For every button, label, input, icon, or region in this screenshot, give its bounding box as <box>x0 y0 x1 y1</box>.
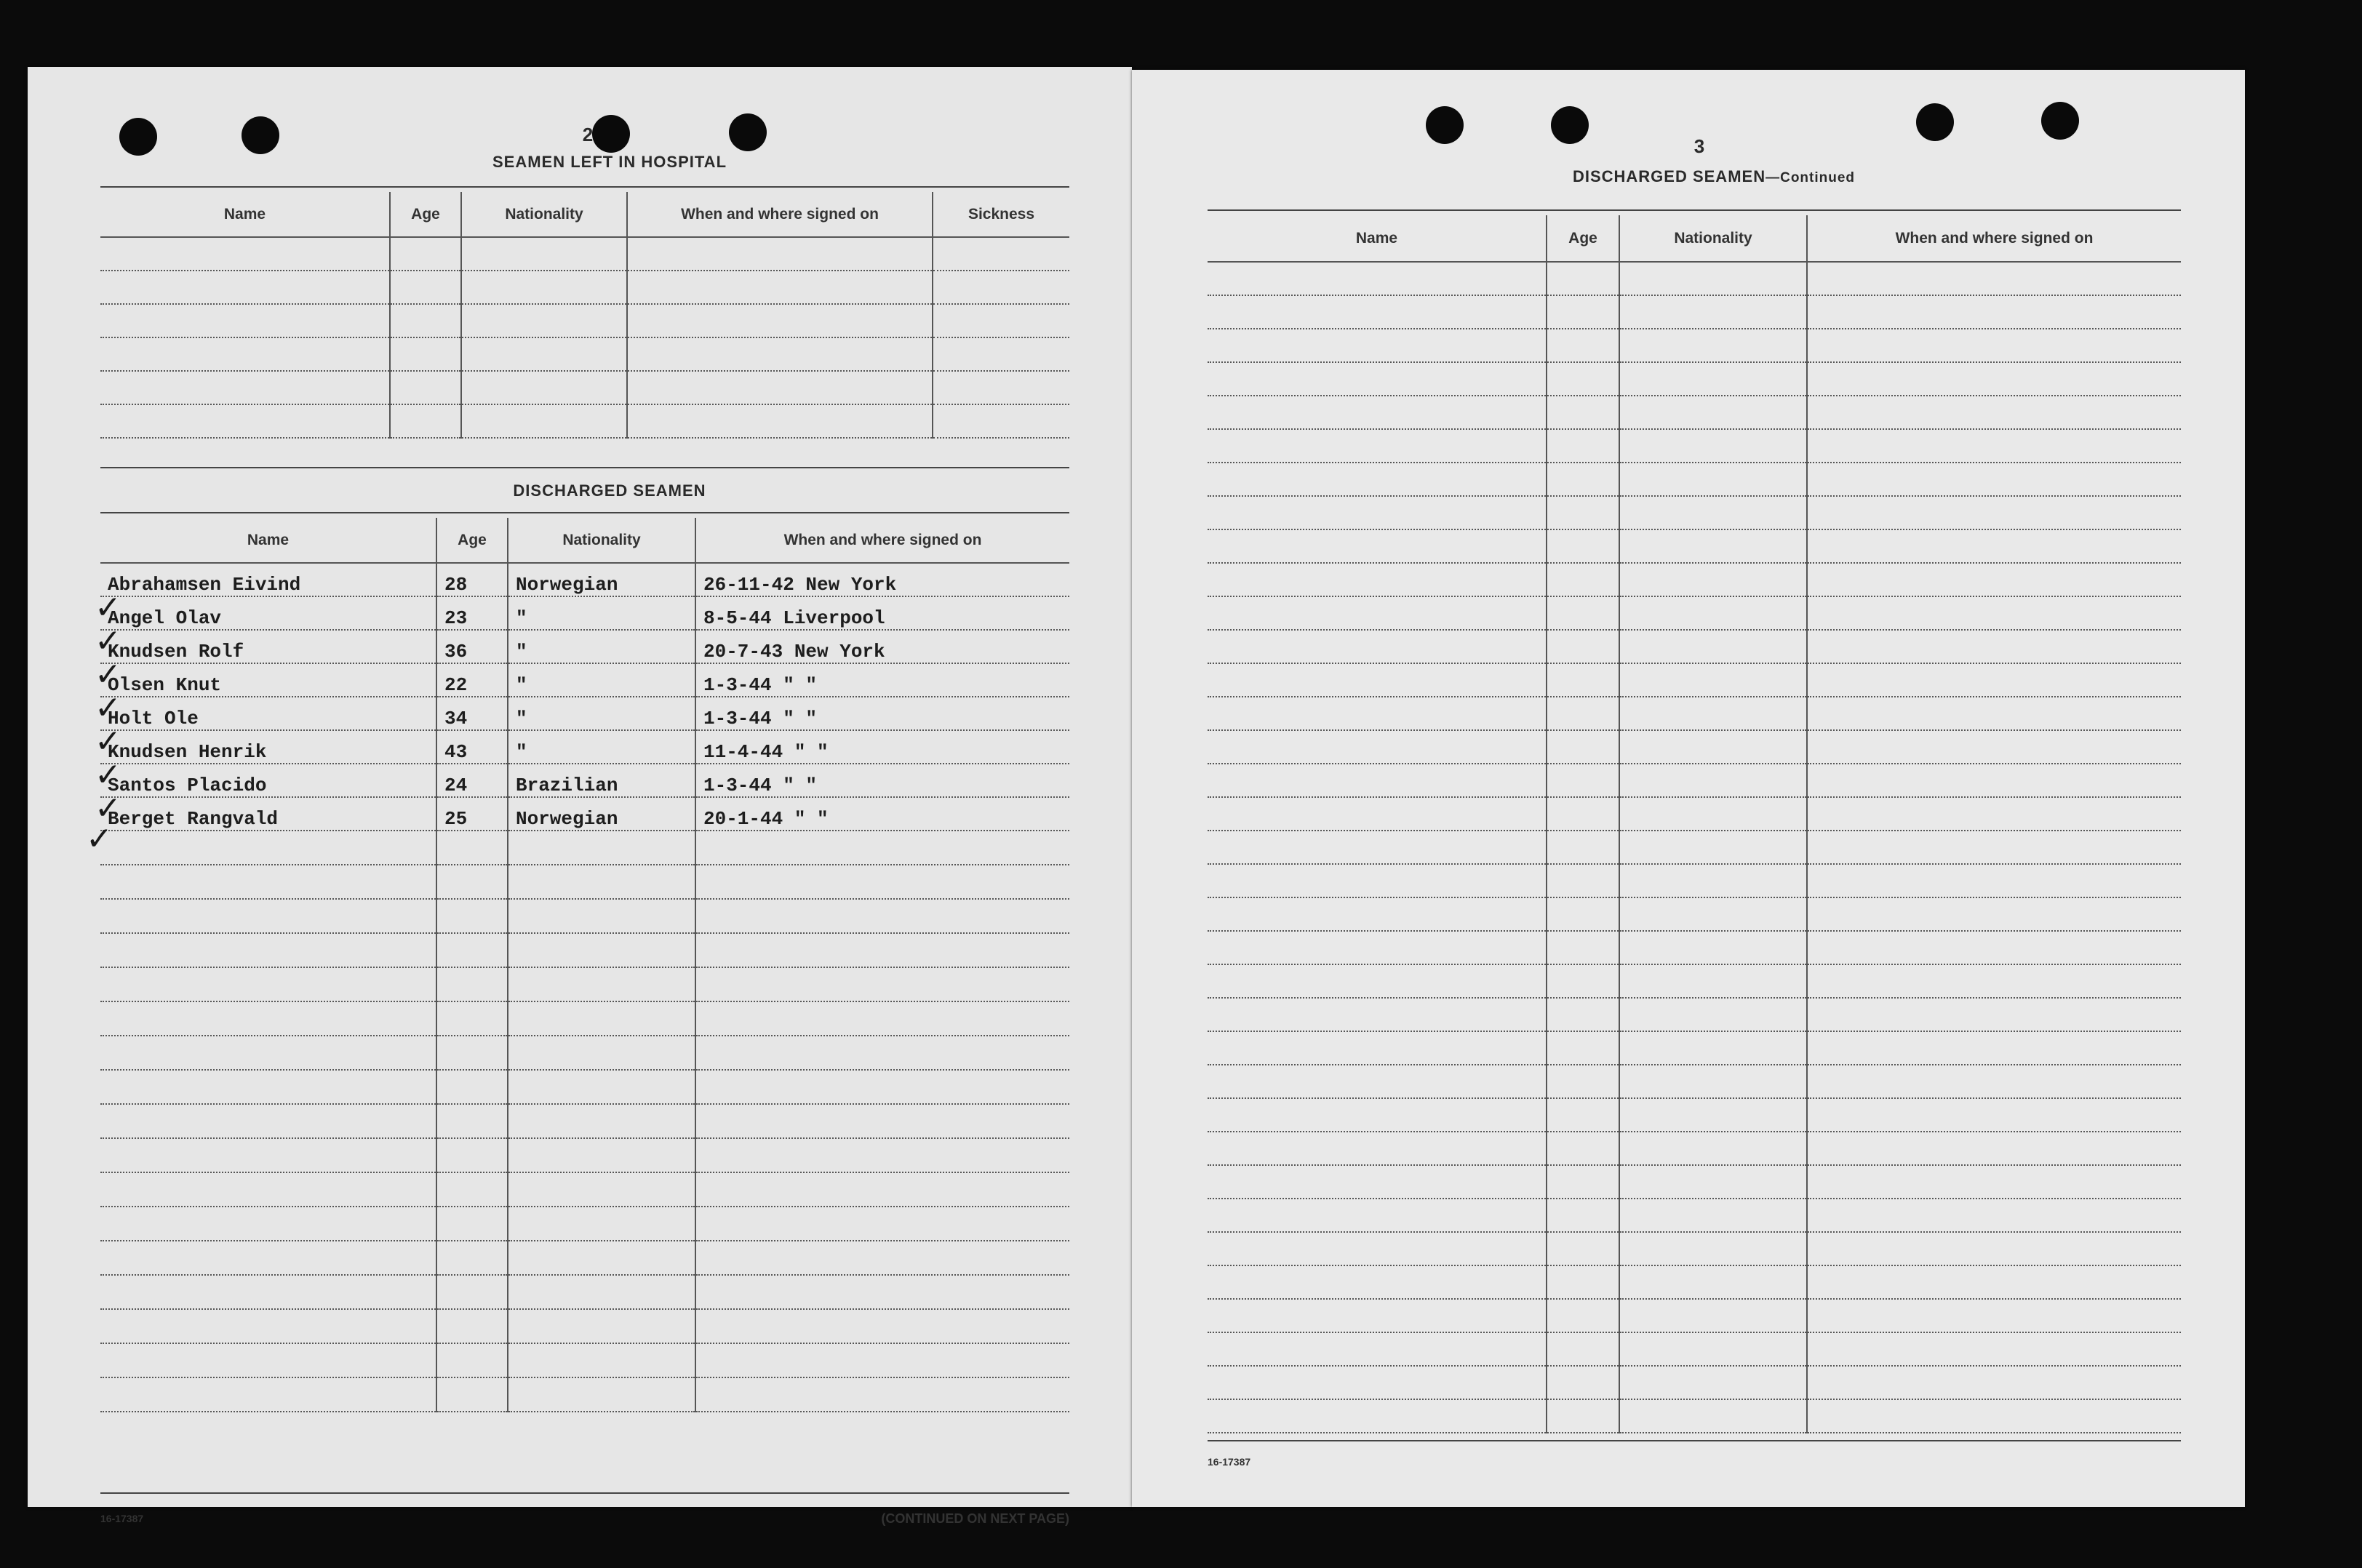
table-row <box>100 337 1069 371</box>
seaman-nationality: " <box>508 697 695 730</box>
page-number: 3 <box>1693 135 1705 157</box>
seaman-name: Abrahamsen Eivind <box>100 563 436 596</box>
table-row <box>1208 329 2181 362</box>
table-row <box>1208 463 2181 496</box>
column-header-name: Name <box>100 518 436 563</box>
table-row <box>1208 262 2181 295</box>
footer-rule <box>100 1492 1069 1494</box>
seaman-age: 23 <box>436 596 508 630</box>
table-row <box>1208 897 2181 931</box>
seaman-nationality: " <box>508 596 695 630</box>
table-row <box>1208 797 2181 831</box>
discharged-section-title: DISCHARGED SEAMEN <box>513 481 706 500</box>
table-row <box>1208 630 2181 663</box>
table-row <box>100 1036 1069 1070</box>
punch-hole <box>729 113 767 151</box>
punch-hole <box>2041 102 2079 140</box>
seaman-signed-on: 1-3-44 " " <box>695 663 1069 697</box>
discharged-continued-title <box>1423 167 2005 186</box>
check-mark-icon: ✓ <box>95 656 121 693</box>
check-mark-icon: ✓ <box>95 790 121 827</box>
column-header-age: Age <box>390 192 461 237</box>
seaman-nationality: Norwegian <box>508 563 695 596</box>
column-header-nationality: Nationality <box>461 192 627 237</box>
table-row <box>100 1241 1069 1275</box>
table-row <box>100 1343 1069 1377</box>
title-suffix: —Continued <box>1765 170 1856 185</box>
table-row <box>100 1138 1069 1172</box>
table-row <box>1208 764 2181 797</box>
table-row <box>1208 1299 2181 1332</box>
table-row <box>1208 998 2181 1031</box>
table-row <box>100 967 1069 1001</box>
discharged-table <box>100 518 1069 1412</box>
seaman-nationality: " <box>508 663 695 697</box>
table-row <box>100 663 1069 697</box>
seaman-age: 24 <box>436 764 508 797</box>
table-row <box>1208 1366 2181 1399</box>
table-row <box>100 730 1069 764</box>
table-row <box>1208 1065 2181 1098</box>
seaman-name: Olsen Knut <box>100 663 436 697</box>
table-row <box>100 831 1069 865</box>
check-mark-icon: ✓ <box>95 623 121 660</box>
right-page <box>1132 70 2245 1507</box>
table-row <box>100 371 1069 404</box>
discharged-continued-table <box>1208 215 2181 1433</box>
table-row <box>100 596 1069 630</box>
seaman-signed-on: 20-7-43 New York <box>695 630 1069 663</box>
column-header-age: Age <box>1547 215 1619 262</box>
table-row <box>1208 1199 2181 1232</box>
table-row <box>1208 496 2181 529</box>
check-mark-icon: ✓ <box>86 820 113 857</box>
table-row <box>1208 596 2181 630</box>
table-row <box>1208 931 2181 964</box>
check-mark-icon: ✓ <box>95 723 121 760</box>
table-row <box>1208 1031 2181 1065</box>
seaman-signed-on: 26-11-42 New York <box>695 563 1069 596</box>
table-row <box>100 697 1069 730</box>
table-row <box>1208 1132 2181 1165</box>
seaman-name: Angel Olav <box>100 596 436 630</box>
seaman-age: 36 <box>436 630 508 663</box>
check-mark-icon: ✓ <box>95 589 121 626</box>
table-row <box>1208 964 2181 998</box>
seaman-signed-on: 11-4-44 " " <box>695 730 1069 764</box>
punch-hole <box>119 118 157 156</box>
seaman-name: Berget Rangvald <box>100 797 436 831</box>
table-row <box>1208 730 2181 764</box>
seaman-nationality: Brazilian <box>508 764 695 797</box>
table-row <box>100 1377 1069 1412</box>
table-row <box>100 1070 1069 1104</box>
seaman-signed-on: 1-3-44 " " <box>695 764 1069 797</box>
table-row <box>1208 529 2181 563</box>
table-row <box>1208 831 2181 864</box>
column-header-nationality: Nationality <box>1619 215 1807 262</box>
header-rule <box>1208 209 2181 211</box>
punch-hole <box>242 116 279 154</box>
section-rule <box>100 467 1069 468</box>
column-header-signed-on: When and where signed on <box>695 518 1069 563</box>
table-row <box>100 237 1069 271</box>
punch-hole <box>1426 106 1464 144</box>
table-row <box>100 1309 1069 1343</box>
table-row <box>1208 697 2181 730</box>
table-row <box>100 764 1069 797</box>
punch-hole <box>1551 106 1589 144</box>
left-page <box>28 67 1132 1526</box>
table-row <box>100 1172 1069 1207</box>
seaman-name: Knudsen Rolf <box>100 630 436 663</box>
table-row <box>1208 864 2181 897</box>
column-header-age: Age <box>436 518 508 563</box>
table-row <box>100 1104 1069 1138</box>
table-row <box>100 563 1069 596</box>
table-row <box>1208 396 2181 429</box>
table-row <box>1208 429 2181 463</box>
table-row <box>1208 362 2181 396</box>
table-row <box>1208 1098 2181 1132</box>
column-header-signed-on: When and where signed on <box>627 192 933 237</box>
seaman-nationality: " <box>508 630 695 663</box>
table-row <box>100 404 1069 438</box>
table-row <box>100 304 1069 337</box>
table-row <box>1208 563 2181 596</box>
table-row <box>100 865 1069 899</box>
table-row <box>1208 1232 2181 1265</box>
check-mark-icon: ✓ <box>95 689 121 727</box>
seaman-age: 22 <box>436 663 508 697</box>
seaman-age: 25 <box>436 797 508 831</box>
column-header-sickness: Sickness <box>933 192 1069 237</box>
seaman-name: Knudsen Henrik <box>100 730 436 764</box>
title-main: DISCHARGED SEAMEN <box>1572 167 1766 185</box>
table-row <box>1208 295 2181 329</box>
column-header-name: Name <box>100 192 390 237</box>
table-row <box>100 1001 1069 1036</box>
seaman-name: Holt Ole <box>100 697 436 730</box>
table-row <box>1208 1399 2181 1433</box>
seaman-signed-on: 1-3-44 " " <box>695 697 1069 730</box>
column-header-signed-on: When and where signed on <box>1807 215 2181 262</box>
table-row <box>1208 1165 2181 1199</box>
table-row <box>100 630 1069 663</box>
seaman-signed-on: 20-1-44 " " <box>695 797 1069 831</box>
footer-rule <box>1208 1440 2181 1441</box>
header-rule <box>100 512 1069 513</box>
header-rule <box>100 186 1069 188</box>
table-row <box>100 933 1069 967</box>
column-header-name: Name <box>1208 215 1547 262</box>
page-number: 2 <box>582 124 594 145</box>
punch-hole <box>1916 103 1954 141</box>
hospital-table <box>100 192 1069 439</box>
seaman-name: Santos Placido <box>100 764 436 797</box>
seaman-age: 43 <box>436 730 508 764</box>
seaman-age: 28 <box>436 563 508 596</box>
seaman-nationality: Norwegian <box>508 797 695 831</box>
seaman-nationality: " <box>508 730 695 764</box>
table-row <box>100 271 1069 304</box>
hospital-section-title: SEAMEN LEFT IN HOSPITAL <box>492 153 727 171</box>
form-code: 16-17387 <box>100 1513 144 1524</box>
column-header-nationality: Nationality <box>508 518 695 563</box>
table-row <box>100 899 1069 933</box>
check-mark-icon: ✓ <box>95 756 121 793</box>
table-row <box>100 797 1069 831</box>
table-row <box>100 1207 1069 1241</box>
table-row <box>1208 663 2181 697</box>
table-row <box>1208 1265 2181 1299</box>
continued-note: (CONTINUED ON NEXT PAGE) <box>881 1511 1069 1526</box>
table-row <box>100 1275 1069 1309</box>
form-code: 16-17387 <box>1208 1456 1251 1468</box>
seaman-signed-on: 8-5-44 Liverpool <box>695 596 1069 630</box>
table-row <box>1208 1332 2181 1366</box>
seaman-age: 34 <box>436 697 508 730</box>
